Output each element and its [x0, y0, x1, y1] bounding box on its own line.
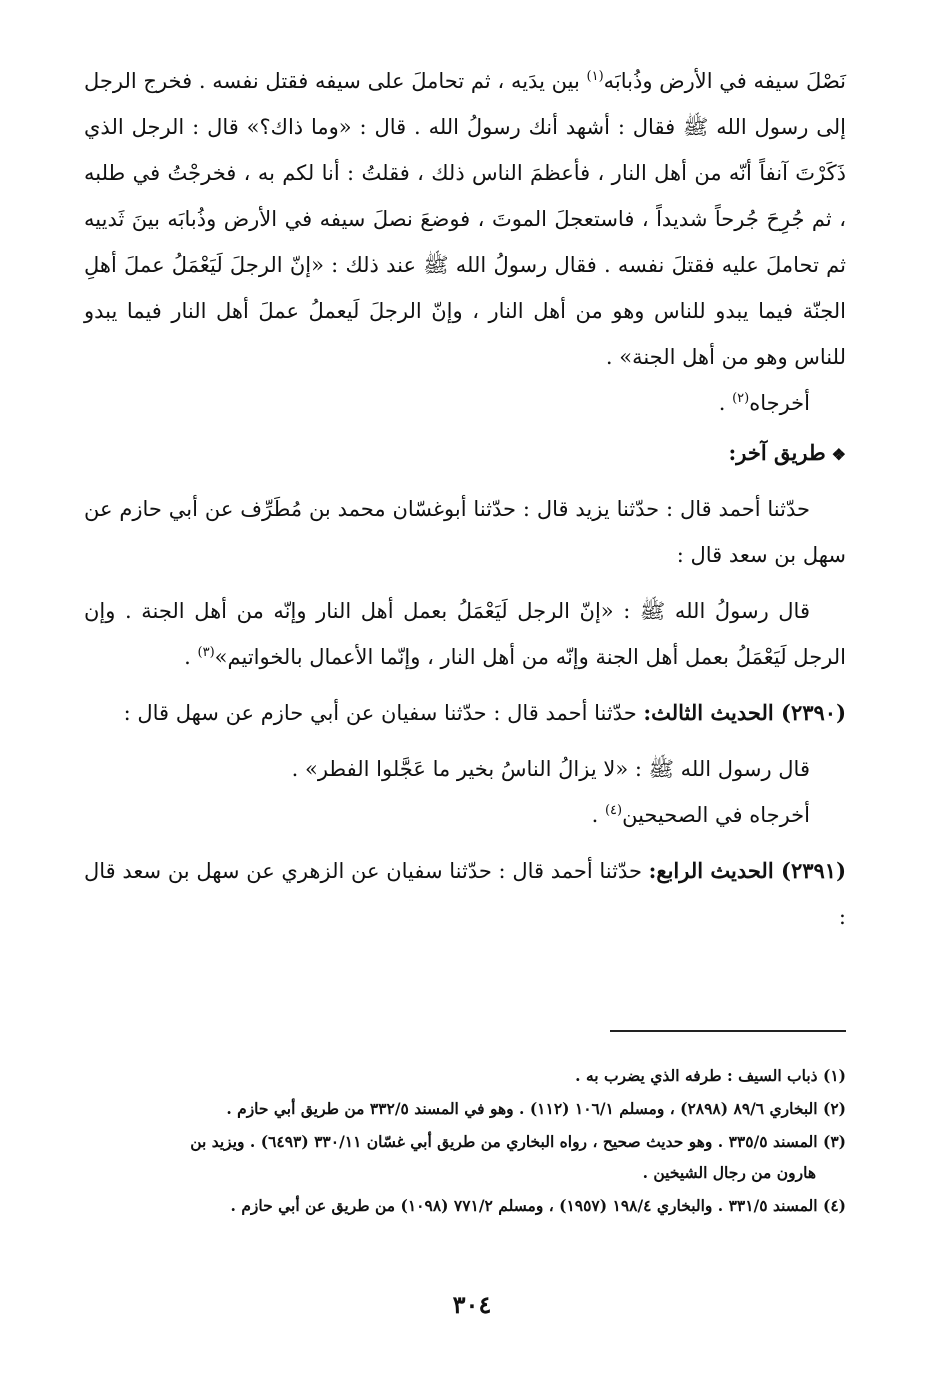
hadith-title: الحديث الثالث:: [643, 700, 781, 725]
footnote-ref-2[interactable]: (٢): [732, 391, 750, 406]
paragraph-5: قال رسول الله ﷺ : «لا يزالُ الناسُ بخير ما عَجَّلوا الفطر» .: [291, 757, 810, 781]
footnote-1: (١) ذباب السيف : طرفه الذي يضرب به .: [575, 1066, 846, 1085]
hadith-number: (٢٣٩١): [781, 858, 846, 883]
text-span: حدّثنا أحمد قال : حدّثنا سفيان عن الزهري عن سهل بن سعد قال :: [84, 859, 846, 929]
paragraph-2: [84, 380, 846, 426]
footnote-3-continuation: هارون من رجال الشيخين .: [642, 1163, 816, 1182]
text-span: نَصْلَ سيفه في الأرض وذُبابَه: [603, 69, 846, 93]
main-text: [84, 58, 846, 940]
section-heading: [84, 430, 846, 478]
footnote-3: [84, 1126, 846, 1188]
hadith-number: (٢٣٩٠): [781, 700, 846, 725]
footnote-4: (٤) المسند ٣٣١/٥ . والبخاري ١٩٨/٤ (١٩٥٧) ، ومسلم ٧٧١/٢ (١٠٩٨) من طريق عن أبي حازم .: [230, 1196, 846, 1215]
hadith-2390: [84, 690, 846, 736]
paragraph-6: [84, 792, 846, 838]
footnote-ref-4[interactable]: (٤): [604, 803, 623, 818]
text-span: أخرجاه في الصحيحين: [622, 803, 810, 827]
footnote-3-text: (٣) المسند ٣٣٥/٥ . وهو حديث صحيح ، رواه البخاري من طريق أبي غسّان ٣٣٠/١١ (٦٤٩٣) . ويزيد بن: [190, 1132, 846, 1151]
footnote-ref-3[interactable]: (٣): [197, 645, 215, 660]
footnotes: [84, 1060, 846, 1223]
text-span: قال رسولُ الله ﷺ : «إنّ الرجل لَيَعْمَلُ بعمل أهل النار وإنّه من أهل الجنة . وإن الرجل لَيَعْمَلُ بعمل أهل الجنة وإنّه من أهل النار ، وإنّما الأعمال بالخواتيم»: [84, 599, 846, 669]
footnote-2: (٢) البخاري ٨٩/٦ (٢٨٩٨) ، ومسلم ١٠٦/١ (١١٢) . وهو في المسند ٣٣٢/٥ من طريق أبي حازم .: [226, 1099, 846, 1118]
footnote-ref-1[interactable]: (١): [586, 69, 604, 84]
hadith-2391: [84, 848, 846, 940]
diamond-bullet-icon: ❖: [831, 445, 846, 464]
hadith-title: الحديث الرابع:: [648, 858, 781, 883]
paragraph-1: [84, 58, 846, 380]
heading-text: طريق آخر:: [728, 440, 826, 465]
text-span: حدّثنا أحمد قال : حدّثنا سفيان عن أبي حازم عن سهل قال :: [123, 701, 644, 725]
text-span: .: [184, 645, 198, 669]
footnote-divider: [610, 1030, 846, 1032]
text-span: .: [718, 391, 733, 415]
text-span: أخرجاه: [749, 391, 810, 415]
page-number: ٣٠٤: [452, 1290, 492, 1319]
paragraph-3: حدّثنا أحمد قال : حدّثنا يزيد قال : حدّثنا أبوغسّان محمد بن مُطَرِّف عن أبي حازم عن سهل بن سعد قال :: [84, 497, 846, 567]
text-span: .: [591, 803, 605, 827]
text-span: بين يدَيه ، ثم تحاملَ على سيفه فقتل نفسه . فخرج الرجل إلى رسول الله ﷺ فقال : أشهد أنك رسولُ الله . قال : «وما ذاك؟» قال : الرجل الذي ذَكَرْتَ آنفاً أنّه من أهل النار ، فأعظمَ الناس ذلك ، فقلتُ : أنا لكم به ، فخرجْتُ في طلبه ، ثم جُرِحَ جُرحاً شديداً ، فاستعجلَ الموتَ ، فوضعَ نصلَ سيفه في الأرض وذُبابَه بينَ ثَدييه ثم تحاملَ عليه فقتلَ نفسه . فقال رسولُ الله ﷺ عند ذلك : «إنّ الرجلَ لَيَعْمَلُ عملَ أهلِ الجنّة فيما يبدو للناس وهو من أهل النار ، وإنّ الرجلَ لَيعملُ عملَ أهل النار فيما يبدو للناس وهو من أهل الجنة» .: [84, 69, 846, 369]
paragraph-4: [84, 588, 846, 680]
